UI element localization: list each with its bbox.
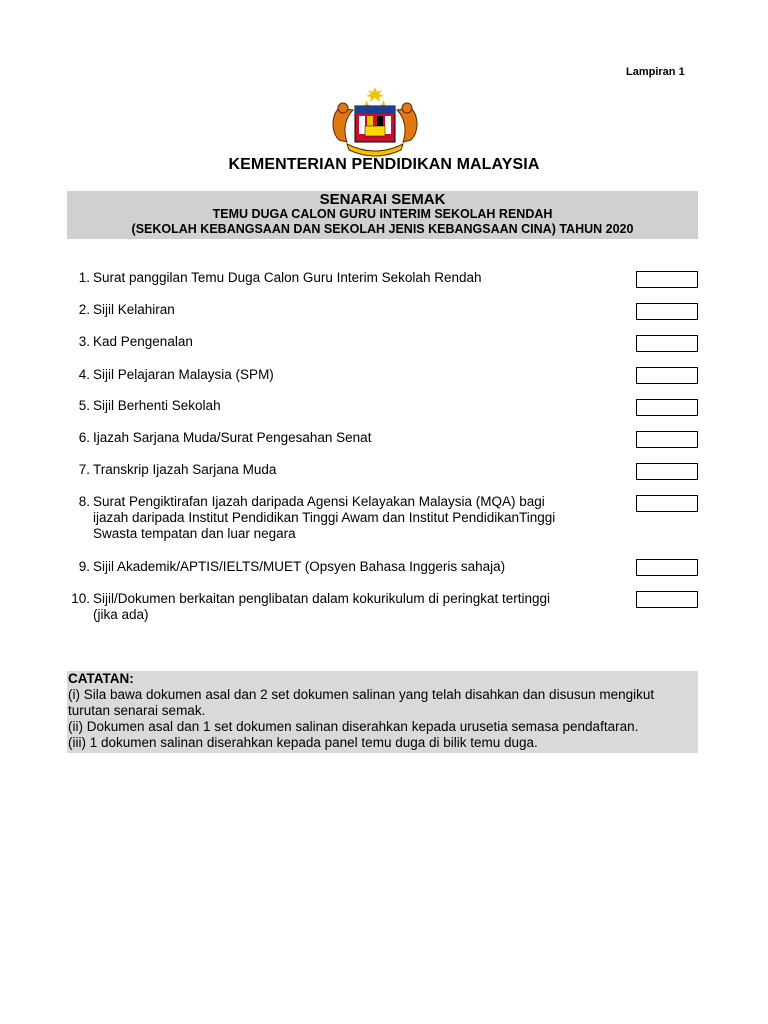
checkbox-item-6[interactable]: [636, 431, 698, 448]
item-number: 2.: [78, 302, 90, 317]
item-number: 7.: [78, 462, 90, 477]
checkbox-item-3[interactable]: [636, 335, 698, 352]
checkbox-item-1[interactable]: [636, 271, 698, 288]
item-number: 10.: [71, 591, 90, 606]
item-text: Kad Pengenalan: [93, 334, 193, 349]
item-number: 6.: [78, 430, 90, 445]
notes-box: [67, 671, 698, 753]
item-text-line-1: Surat Pengiktirafan Ijazah daripada Agensi Kelayakan Malaysia (MQA) bagi: [93, 494, 545, 509]
checklist-banner: [67, 191, 698, 239]
checkbox-item-8[interactable]: [636, 495, 698, 512]
item-number: 5.: [78, 398, 90, 413]
item-text: Sijil Akademik/APTIS/IELTS/MUET (Opsyen Bahasa Inggeris sahaja): [93, 559, 506, 574]
note-line: (ii) Dokumen asal dan 1 set dokumen salinan diserahkan kepada urusetia semasa pendaftaran.: [68, 719, 639, 734]
banner-subtitle-1: TEMU DUGA CALON GURU INTERIM SEKOLAH RENDAH: [212, 207, 553, 221]
item-text-line-1: Sijil/Dokumen berkaitan penglibatan dalam kokurikulum di peringkat tertinggi: [93, 591, 550, 606]
item-number: 4.: [78, 367, 90, 382]
item-text-line-2: (jika ada): [93, 607, 149, 622]
checkbox-item-4[interactable]: [636, 367, 698, 384]
item-text-line-3: Swasta tempatan dan luar negara: [93, 526, 296, 541]
item-number: 9.: [78, 559, 90, 574]
checkbox-item-7[interactable]: [636, 463, 698, 480]
item-text: Transkrip Ijazah Sarjana Muda: [93, 462, 277, 477]
checkbox-item-2[interactable]: [636, 303, 698, 320]
checkbox-item-9[interactable]: [636, 559, 698, 576]
item-text: Ijazah Sarjana Muda/Surat Pengesahan Senat: [93, 430, 372, 445]
banner-title: SENARAI SEMAK: [319, 191, 446, 208]
checkbox-item-10[interactable]: [636, 591, 698, 608]
note-line: (i) Sila bawa dokumen asal dan 2 set dokumen salinan yang telah disahkan dan disusun mengikut: [68, 687, 655, 702]
checkbox-item-5[interactable]: [636, 399, 698, 416]
banner-subtitle-2: (SEKOLAH KEBANGSAAN DAN SEKOLAH JENIS KEBANGSAAN CINA) TAHUN 2020: [131, 222, 634, 236]
item-number: 3.: [78, 334, 90, 349]
malaysia-coat-of-arms-icon: [325, 86, 425, 158]
item-text: Sijil Berhenti Sekolah: [93, 398, 221, 413]
note-line: (iii) 1 dokumen salinan diserahkan kepada panel temu duga di bilik temu duga.: [68, 735, 538, 750]
note-line: turutan senarai semak.: [68, 703, 206, 718]
item-text-line-2: ijazah daripada Institut Pendidikan Tinggi Awam dan Institut PendidikanTinggi: [93, 510, 556, 525]
item-text: Sijil Pelajaran Malaysia (SPM): [93, 367, 274, 382]
item-number: 1.: [78, 270, 90, 285]
item-text: Surat panggilan Temu Duga Calon Guru Interim Sekolah Rendah: [93, 270, 482, 285]
item-text: Sijil Kelahiran: [93, 302, 175, 317]
appendix-label: Lampiran 1: [626, 66, 685, 78]
notes-heading: CATATAN:: [68, 671, 134, 686]
item-number: 8.: [78, 494, 90, 509]
ministry-title: KEMENTERIAN PENDIDIKAN MALAYSIA: [228, 156, 540, 173]
